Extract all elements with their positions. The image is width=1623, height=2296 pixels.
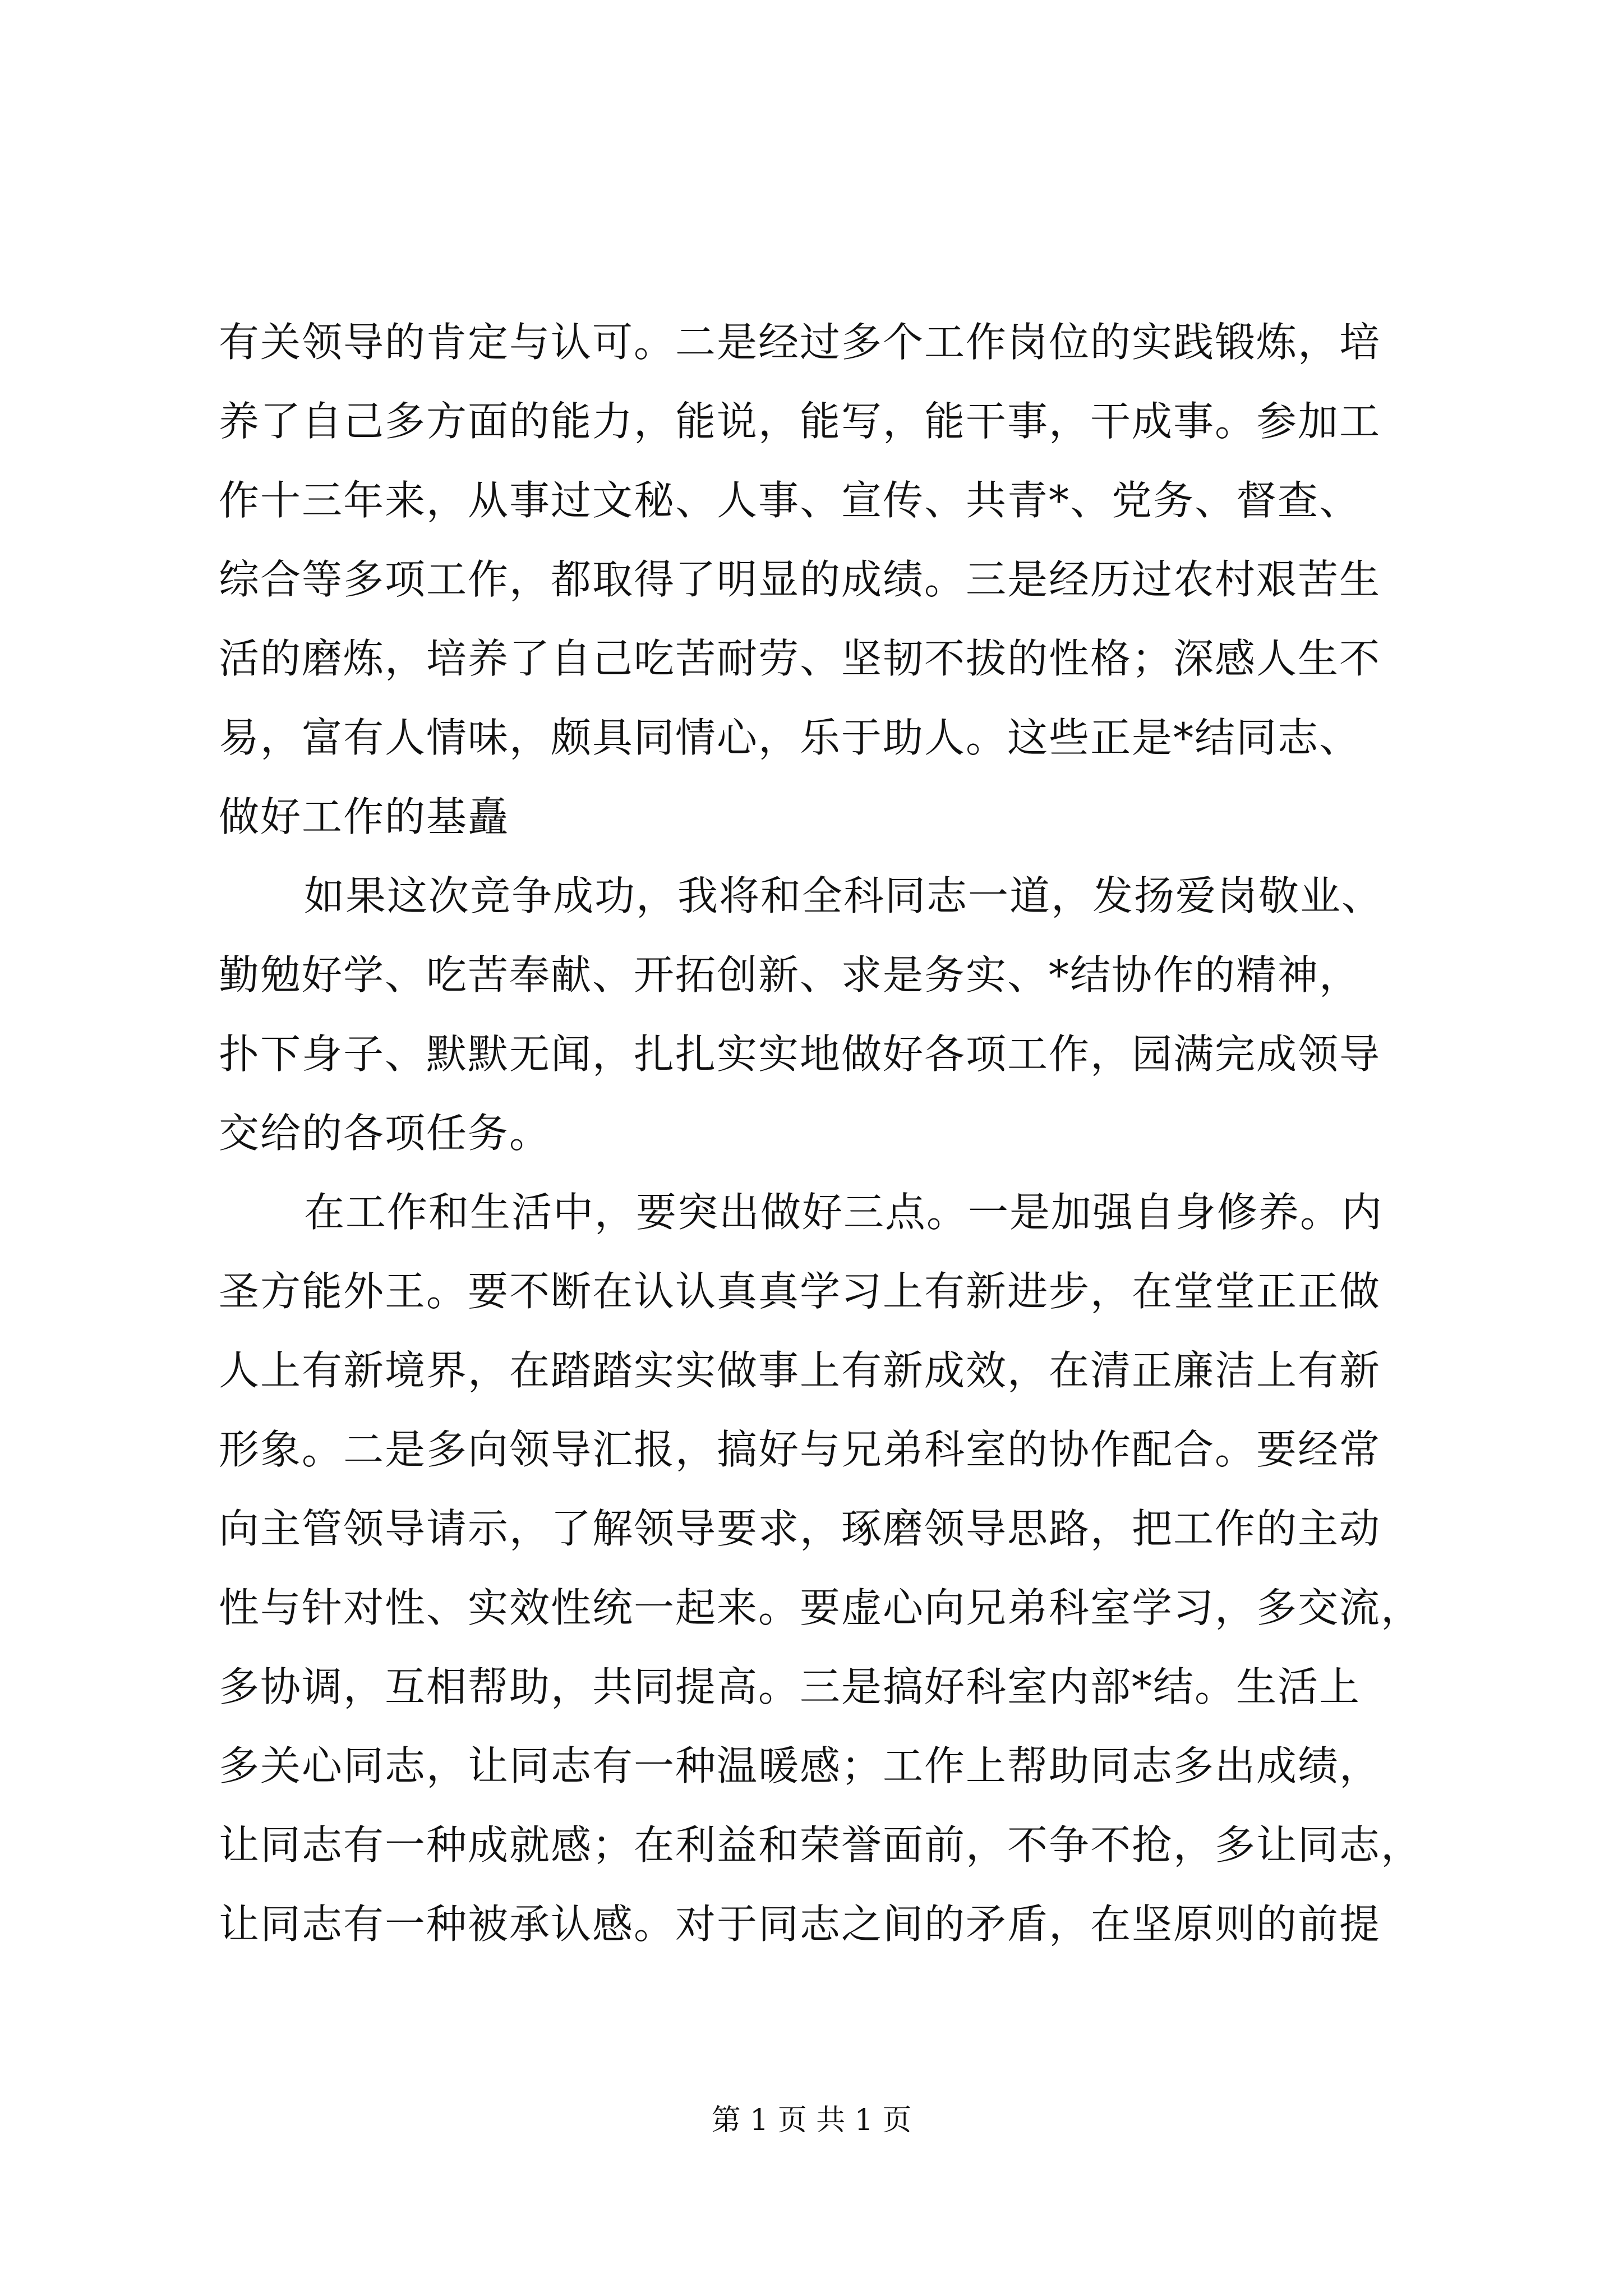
text-line: 做好工作的基矗	[219, 793, 510, 840]
text-line: 交给的各项任务。	[219, 1110, 551, 1157]
text-line: 活的磨炼，培养了自己吃苦耐劳、坚韧不拔的性格；深感人生不	[219, 635, 1381, 682]
text-line: 作十三年来，从事过文秘、人事、宣传、共青*、党务、督查、	[219, 477, 1361, 524]
text-line: 有关领导的肯定与认可。二是经过多个工作岗位的实践锻炼，培	[219, 319, 1381, 366]
text-line: 易，富有人情味，颇具同情心，乐于助人。这些正是*结同志、	[219, 714, 1361, 761]
text-line: 在工作和生活中，要突出做好三点。一是加强自身修养。内	[304, 1189, 1384, 1236]
text-line: 扑下身子、默默无闻，扎扎实实地做好各项工作，园满完成领导	[219, 1030, 1381, 1078]
page-footer	[0, 2098, 1623, 2143]
text-line: 人上有新境界，在踏踏实实做事上有新成效，在清正廉洁上有新	[219, 1347, 1381, 1394]
paragraph-2	[219, 857, 1424, 1173]
paragraph-3	[219, 1173, 1424, 1964]
text-line: 形象。二是多向领导汇报，搞好与兄弟科室的协作配合。要经常	[219, 1426, 1381, 1473]
text-line: 圣方能外王。要不断在认认真真学习上有新进步，在堂堂正正做	[219, 1268, 1381, 1315]
text-line: 综合等多项工作，都取得了明显的成绩。三是经历过农村艰苦生	[219, 556, 1381, 603]
text-line: 勤勉好学、吃苦奉献、开拓创新、求是务实、*结协作的精神，	[219, 951, 1361, 999]
text-line: 多协调，互相帮助，共同提高。三是搞好科室内部*结。生活上	[219, 1663, 1361, 1710]
page-number-label: 第 1 页 共 1 页	[711, 2104, 912, 2137]
text-line: 性与针对性、实效性统一起来。要虚心向兄弟科室学习，多交流，	[219, 1584, 1423, 1631]
text-line: 让同志有一种成就感；在利益和荣誉面前，不争不抢，多让同志，	[219, 1821, 1423, 1869]
text-line: 向主管领导请示，了解领导要求，琢磨领导思路，把工作的主动	[219, 1505, 1381, 1552]
paragraph-1	[219, 303, 1424, 857]
text-line: 多关心同志，让同志有一种温暖感；工作上帮助同志多出成绩，	[219, 1742, 1381, 1789]
text-line: 让同志有一种被承认感。对于同志之间的矛盾，在坚原则的前提	[219, 1901, 1381, 1948]
text-line: 如果这次竞争成功，我将和全科同志一道，发扬爱岗敬业、	[304, 872, 1384, 919]
text-line: 养了自己多方面的能力，能说，能写，能干事，干成事。参加工	[219, 398, 1381, 445]
document-body	[219, 303, 1424, 1964]
